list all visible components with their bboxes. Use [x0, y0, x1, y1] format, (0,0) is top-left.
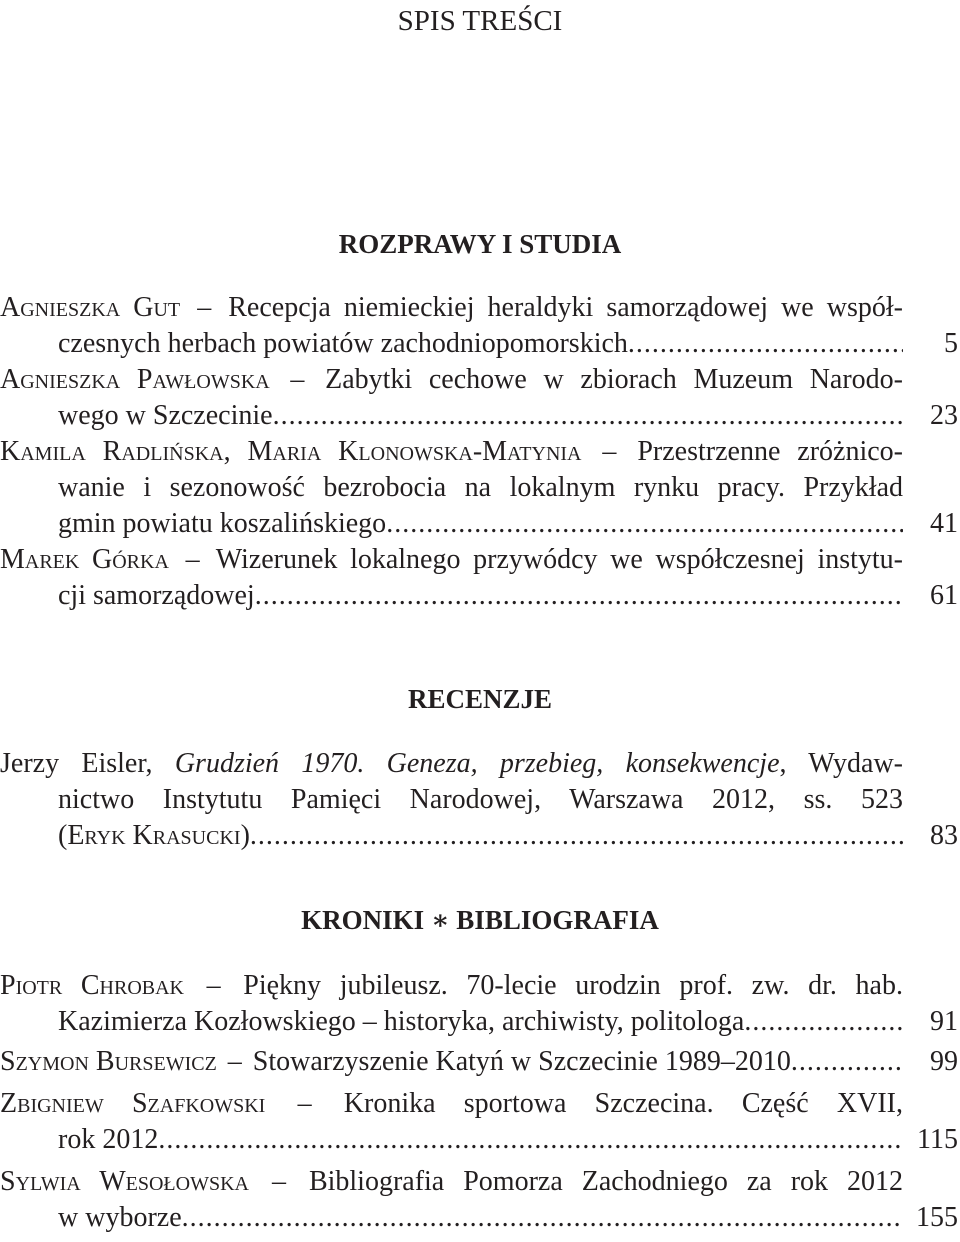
toc-page-number: 5 — [944, 328, 958, 359]
review-book-title: Grudzień 1970. Geneza, przebieg, konsekwencje — [174, 748, 780, 779]
toc-entry[interactable] — [0, 542, 960, 614]
toc-entry-line: wanie i sezonowość bezrobocia na lokalnym rynku pracy. Przykład — [58, 472, 903, 503]
toc-page-number: 115 — [917, 1124, 958, 1155]
toc-entry-author: Kamila Radlińska, Maria Klonowska-Matynia — [0, 436, 582, 467]
toc-page-number: 83 — [930, 820, 958, 851]
toc-rozprawy — [0, 290, 960, 614]
toc-entry-title: Zabytki cechowe w zbiorach Muzeum Narodo- — [325, 364, 903, 395]
toc-entry-line — [0, 746, 903, 782]
toc-entry-title: Piękny jubileusz. 70-lecie urodzin prof. zw. dr. hab. — [243, 970, 903, 1001]
toc-entry-title-cont: gmin powiatu koszalińskiego — [58, 508, 387, 539]
toc-entry-title-cont: cji samorządowej — [58, 580, 255, 611]
toc-entry-line: nictwo Instytutu Pamięci Narodowej, Warszawa 2012, ss. 523 — [58, 784, 903, 815]
dash: – — [227, 1046, 242, 1077]
toc-recenzje — [0, 746, 960, 854]
dot-leader — [255, 578, 903, 614]
dot-leader — [158, 1122, 903, 1158]
toc-entry-title: Bibliografia Pomorza Zachodniego za rok 2012 — [308, 1166, 903, 1197]
toc-entry-title-wrap — [0, 1044, 791, 1080]
toc-entry[interactable] — [0, 1164, 960, 1236]
toc-entry-title-cont: czesnych herbach powiatów zachodniopomorskich — [58, 328, 628, 359]
dot-leader — [386, 506, 903, 542]
toc-entry[interactable] — [0, 1086, 960, 1158]
review-publisher: , Wydaw- — [779, 748, 903, 779]
toc-entry-author: Szymon Bursewicz — [0, 1046, 217, 1077]
toc-entry-author: Agnieszka Gut — [0, 292, 181, 323]
toc-entry-author: Sylwia Wesołowska — [0, 1166, 249, 1197]
toc-entry-title: Kronika sportowa Szczecina. Część XVII, — [343, 1088, 903, 1119]
paren-open: ( — [58, 820, 68, 851]
toc-entry-last-line — [0, 818, 903, 854]
toc-entry[interactable] — [0, 434, 960, 542]
toc-entry-title: Przestrzenne zróżnico- — [637, 436, 903, 467]
toc-page-number: 155 — [916, 1202, 958, 1233]
section-title-recenzje: RECENZJE — [407, 684, 553, 714]
toc-entry-line — [0, 362, 903, 398]
review-author: Jerzy Eisler, — [0, 748, 153, 779]
dot-leader — [744, 1004, 903, 1040]
review-reviewer: Eryk Krasucki — [67, 820, 241, 851]
toc-entry[interactable] — [0, 362, 960, 434]
toc-page-number: 61 — [930, 580, 958, 611]
toc-page-number: 91 — [930, 1006, 958, 1037]
dash: – — [197, 292, 212, 323]
dash: – — [185, 544, 200, 575]
toc-entry-last-line — [0, 506, 903, 542]
toc-entry[interactable] — [0, 290, 960, 362]
toc-entry-title-cont: rok 2012 — [58, 1124, 159, 1155]
toc-entry-line — [0, 968, 903, 1004]
dot-leader — [791, 1044, 903, 1080]
toc-entry-last-line — [0, 1122, 903, 1158]
toc-entry-line — [0, 542, 903, 578]
toc-entry-title: Recepcja niemieckiej heraldyki samorządowej we współ- — [228, 292, 903, 323]
review-reviewer-wrap — [58, 818, 250, 854]
toc-entry-title: Wizerunek lokalnego przywódcy we współczesnej instytu- — [215, 544, 903, 575]
dot-leader — [273, 398, 903, 434]
toc-entry-author: Zbigniew Szafkowski — [0, 1088, 266, 1119]
toc-entry-title: Stowarzyszenie Katyń w Szczecinie 1989–2010 — [252, 1046, 791, 1077]
toc-entry-title-cont: w wyborze — [58, 1202, 182, 1233]
toc-kroniki — [0, 968, 960, 1236]
toc-entry-line — [0, 1086, 903, 1122]
toc-entry-last-line — [0, 1004, 903, 1040]
toc-entry-line — [0, 290, 903, 326]
dash: – — [271, 1166, 286, 1197]
dot-leader — [250, 818, 903, 854]
toc-entry-author: Piotr Chrobak — [0, 970, 184, 1001]
dash: – — [297, 1088, 312, 1119]
toc-entry-last-line — [0, 1200, 903, 1236]
toc-page-number: 99 — [930, 1046, 958, 1077]
toc-entry-author: Agnieszka Pawłowska — [0, 364, 270, 395]
toc-entry-title-cont: wego w Szczecinie — [58, 400, 273, 431]
toc-entry-last-line — [0, 398, 903, 434]
toc-page-number: 41 — [930, 508, 958, 539]
toc-entry-last-line — [0, 326, 903, 362]
toc-page-number: 23 — [930, 400, 958, 431]
dash: – — [290, 364, 305, 395]
dash: – — [602, 436, 617, 467]
page-title: SPIS TREŚCI — [397, 5, 563, 37]
section-title-kroniki: KRONIKI ∗ BIBLIOGRAFIA — [301, 905, 659, 935]
toc-entry[interactable] — [0, 746, 960, 854]
dash: – — [206, 970, 221, 1001]
section-title-rozprawy: ROZPRAWY I STUDIA — [338, 229, 622, 259]
toc-entry[interactable] — [0, 968, 960, 1040]
toc-entry-line — [0, 1164, 903, 1200]
dot-leader — [182, 1200, 903, 1236]
toc-entry[interactable] — [0, 1044, 960, 1080]
toc-entry-line — [0, 434, 903, 470]
toc-entry-author: Marek Górka — [0, 544, 169, 575]
toc-entry-last-line — [0, 1044, 903, 1080]
paren-close: ) — [240, 820, 250, 851]
toc-entry-last-line — [0, 578, 903, 614]
dot-leader — [628, 326, 903, 362]
toc-entry-title-cont: Kazimierza Kozłowskiego – historyka, archiwisty, politologa — [58, 1006, 745, 1037]
